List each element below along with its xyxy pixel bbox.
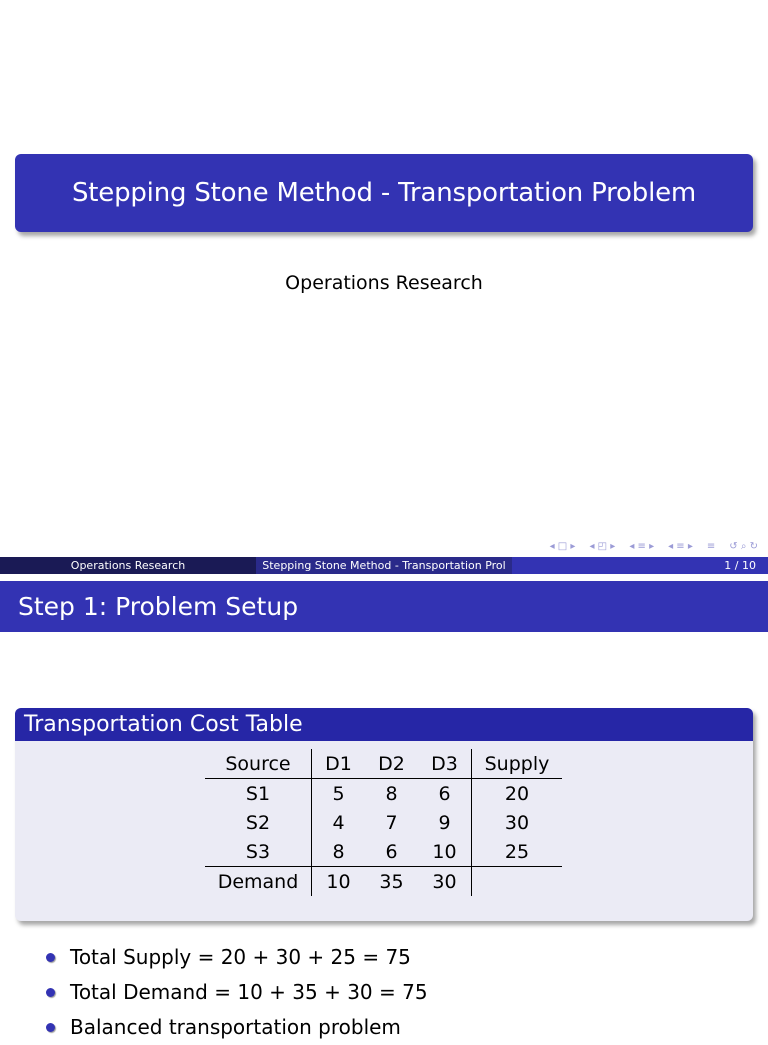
list-item — [46, 940, 428, 975]
bullet-list — [46, 940, 428, 1045]
bullet-text: Total Supply = 20 + 30 + 25 = 75 — [70, 945, 411, 969]
header-cell: D1 — [312, 749, 366, 779]
nav-frame-icon[interactable]: ◂ □ ▸ — [549, 540, 576, 552]
table-cell: 35 — [365, 867, 418, 897]
table-cell: S3 — [205, 837, 312, 867]
beamer-navigation-bar — [550, 538, 758, 554]
table-cell: 6 — [418, 779, 472, 809]
table-cell: 8 — [332, 840, 345, 863]
table-cell: 30 — [418, 867, 472, 897]
table-cell: 30 — [504, 811, 530, 834]
bullet-icon — [46, 953, 55, 962]
presentation-subtitle: Operations Research — [285, 272, 483, 294]
block-title: Transportation Cost Table — [15, 708, 753, 741]
nav-section-icon[interactable]: ◂ ≡ ▸ — [629, 540, 655, 552]
table-cell: 7 — [385, 811, 398, 834]
nav-search-icon[interactable]: ↺ ⌕ ↻ — [729, 540, 758, 552]
bullet-icon — [46, 1023, 55, 1032]
table-cell — [472, 867, 563, 897]
header-cell: D3 — [418, 749, 472, 779]
nav-presentation-icon[interactable]: ◂ ≡ ▸ — [668, 540, 693, 552]
table-cell: 20 — [504, 782, 530, 805]
nav-appendix-icon[interactable]: ≡ — [706, 540, 716, 552]
table-row — [205, 808, 562, 837]
table-cell: 5 — [332, 782, 345, 805]
table-cell: S2 — [205, 808, 312, 837]
table-cell: 25 — [504, 840, 530, 863]
list-item — [46, 975, 428, 1010]
cost-table-block — [15, 708, 753, 921]
header-cell: Source — [205, 749, 312, 779]
table-cell: 10 — [312, 867, 366, 897]
presentation-title: Stepping Stone Method - Transportation Problem — [71, 178, 697, 208]
bullet-icon — [46, 988, 55, 997]
page-counter: 1 / 10 — [512, 557, 768, 574]
bullet-text: Balanced transportation problem — [70, 1015, 401, 1039]
transportation-cost-table — [205, 749, 562, 896]
slide-headline-bar — [0, 557, 768, 574]
table-header-row — [205, 749, 562, 779]
headline-short-title: Operations Research — [0, 557, 256, 574]
table-row — [205, 779, 562, 809]
table-cell: 10 — [418, 837, 472, 867]
table-cell: Demand — [205, 867, 312, 897]
nav-subsection-icon[interactable]: ◂ ◰ ▸ — [589, 540, 616, 552]
table-row — [205, 837, 562, 867]
title-box — [15, 154, 753, 232]
table-cell: S1 — [205, 779, 312, 809]
demand-row — [205, 867, 562, 897]
header-cell: D2 — [365, 749, 418, 779]
headline-section-title: Stepping Stone Method - Transportation Prol — [256, 557, 512, 574]
table-cell: 9 — [418, 808, 472, 837]
header-cell: Supply — [472, 749, 563, 779]
list-item — [46, 1010, 428, 1045]
table-cell: 4 — [332, 811, 345, 834]
frame-title: Step 1: Problem Setup — [0, 581, 768, 632]
table-cell: 6 — [385, 840, 398, 863]
bullet-text: Total Demand = 10 + 35 + 30 = 75 — [70, 980, 428, 1004]
table-cell: 8 — [385, 782, 398, 805]
